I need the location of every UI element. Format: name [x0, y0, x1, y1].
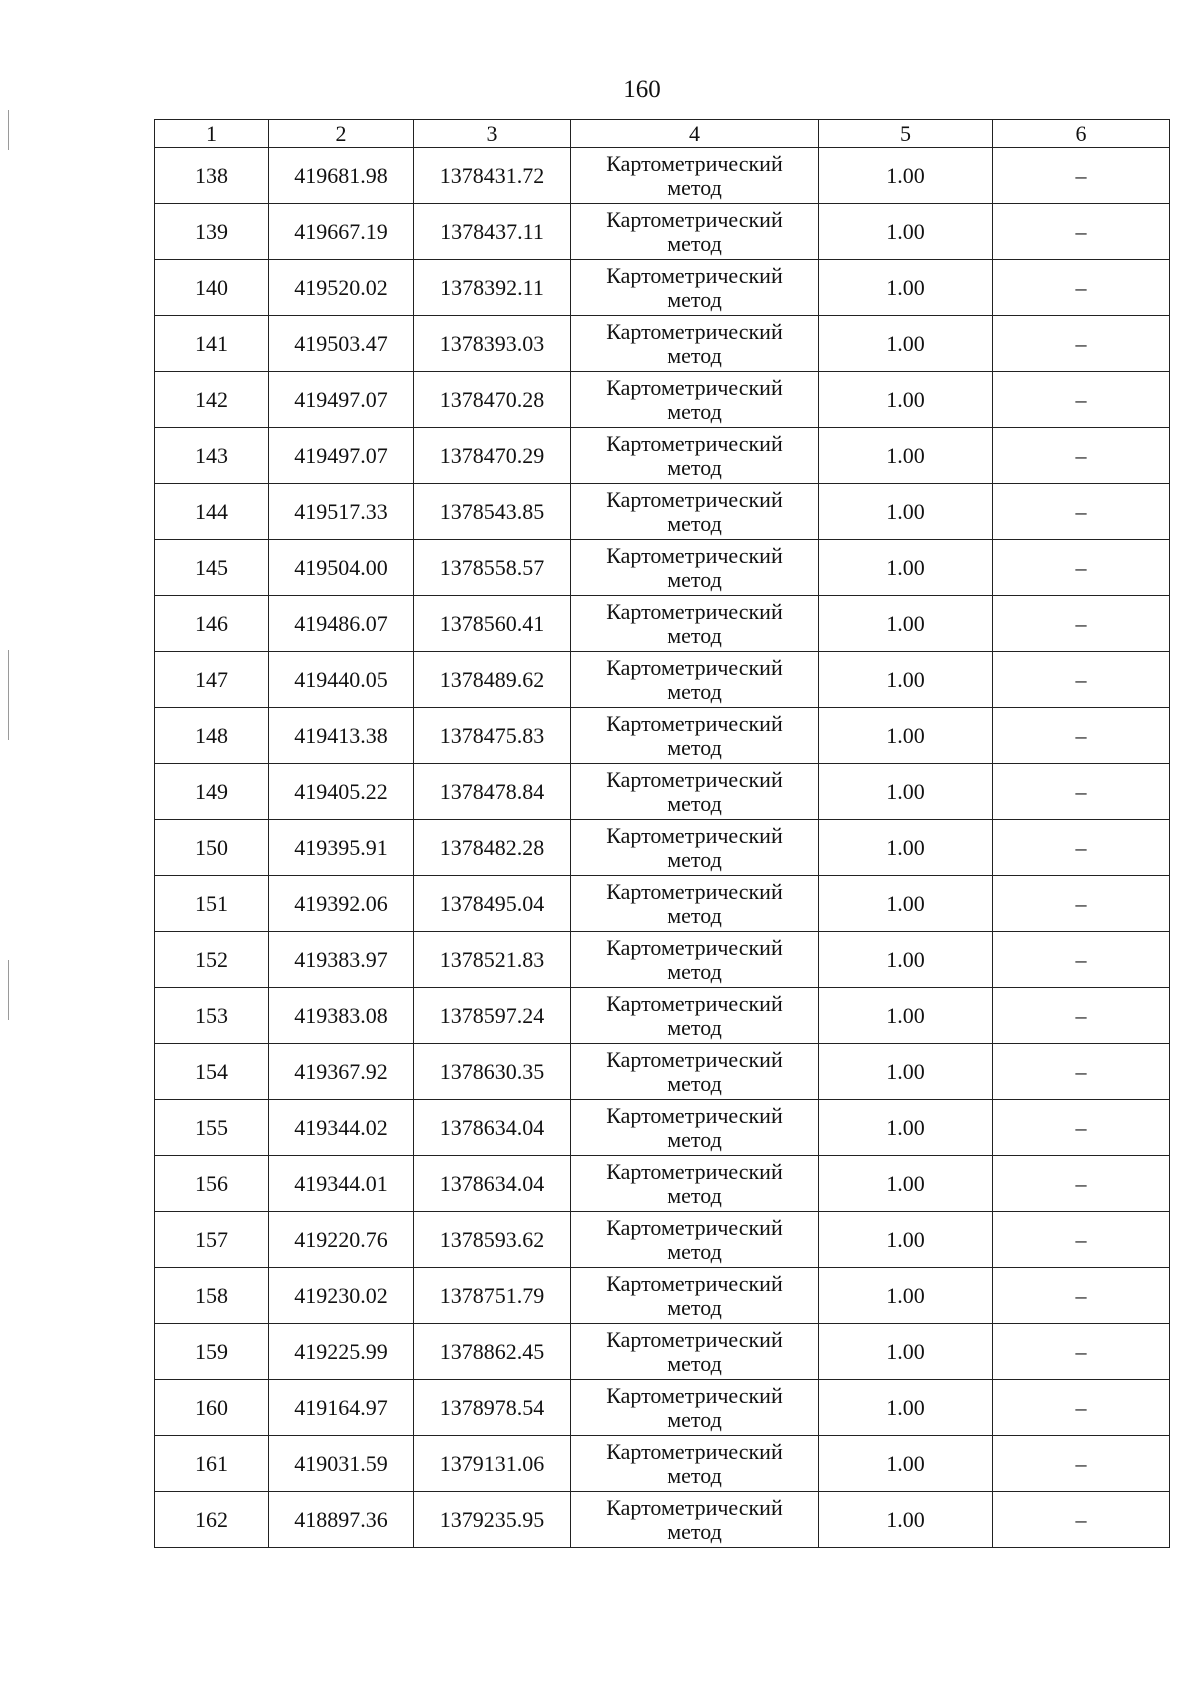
x-coordinate-cell: 419230.02 [269, 1268, 414, 1324]
note-cell: – [993, 932, 1170, 988]
table-row [155, 1492, 1170, 1548]
point-number-cell: 162 [155, 1492, 269, 1548]
x-coordinate-cell: 419405.22 [269, 764, 414, 820]
y-coordinate-cell: 1378393.03 [414, 316, 571, 372]
method-line-1: Картометрический [606, 1382, 783, 1408]
method-cell [571, 372, 819, 428]
method-line-2: метод [667, 846, 722, 872]
table-row [155, 1100, 1170, 1156]
accuracy-cell: 1.00 [819, 1268, 993, 1324]
x-coordinate-cell: 419031.59 [269, 1436, 414, 1492]
method-line-1: Картометрический [606, 1102, 783, 1128]
note-cell: – [993, 148, 1170, 204]
accuracy-cell: 1.00 [819, 540, 993, 596]
method-cell [571, 1268, 819, 1324]
x-coordinate-cell: 419383.08 [269, 988, 414, 1044]
accuracy-cell: 1.00 [819, 1492, 993, 1548]
point-number-cell: 159 [155, 1324, 269, 1380]
note-cell: – [993, 1044, 1170, 1100]
column-header-6: 6 [993, 120, 1170, 148]
y-coordinate-cell: 1378558.57 [414, 540, 571, 596]
point-number-cell: 158 [155, 1268, 269, 1324]
table-body [155, 148, 1170, 1548]
y-coordinate-cell: 1378489.62 [414, 652, 571, 708]
method-line-2: метод [667, 174, 722, 200]
x-coordinate-cell: 419486.07 [269, 596, 414, 652]
table-row [155, 876, 1170, 932]
y-coordinate-cell: 1378560.41 [414, 596, 571, 652]
x-coordinate-cell: 419395.91 [269, 820, 414, 876]
column-header-2: 2 [269, 120, 414, 148]
method-line-2: метод [667, 678, 722, 704]
note-cell: – [993, 1268, 1170, 1324]
method-line-1: Картометрический [606, 318, 783, 344]
note-cell: – [993, 1100, 1170, 1156]
note-cell: – [993, 1492, 1170, 1548]
method-cell [571, 1156, 819, 1212]
method-cell [571, 260, 819, 316]
method-cell [571, 1044, 819, 1100]
note-cell: – [993, 428, 1170, 484]
point-number-cell: 161 [155, 1436, 269, 1492]
method-line-2: метод [667, 398, 722, 424]
method-line-2: метод [667, 286, 722, 312]
accuracy-cell: 1.00 [819, 1156, 993, 1212]
accuracy-cell: 1.00 [819, 428, 993, 484]
method-cell [571, 204, 819, 260]
x-coordinate-cell: 419383.97 [269, 932, 414, 988]
accuracy-cell: 1.00 [819, 596, 993, 652]
point-number-cell: 149 [155, 764, 269, 820]
point-number-cell: 157 [155, 1212, 269, 1268]
method-line-2: метод [667, 1238, 722, 1264]
table-row [155, 932, 1170, 988]
accuracy-cell: 1.00 [819, 1436, 993, 1492]
method-cell [571, 764, 819, 820]
point-number-cell: 138 [155, 148, 269, 204]
x-coordinate-cell: 419517.33 [269, 484, 414, 540]
table-row [155, 652, 1170, 708]
note-cell: – [993, 1324, 1170, 1380]
note-cell: – [993, 1212, 1170, 1268]
method-cell [571, 1212, 819, 1268]
method-cell [571, 1324, 819, 1380]
y-coordinate-cell: 1378495.04 [414, 876, 571, 932]
method-line-2: метод [667, 230, 722, 256]
x-coordinate-cell: 419440.05 [269, 652, 414, 708]
method-line-1: Картометрический [606, 822, 783, 848]
method-line-1: Картометрический [606, 262, 783, 288]
point-number-cell: 151 [155, 876, 269, 932]
x-coordinate-cell: 419344.01 [269, 1156, 414, 1212]
method-cell [571, 540, 819, 596]
method-line-1: Картометрический [606, 150, 783, 176]
table-row [155, 1156, 1170, 1212]
method-cell [571, 708, 819, 764]
note-cell: – [993, 708, 1170, 764]
method-line-2: метод [667, 734, 722, 760]
method-line-2: метод [667, 1294, 722, 1320]
point-number-cell: 146 [155, 596, 269, 652]
x-coordinate-cell: 418897.36 [269, 1492, 414, 1548]
y-coordinate-cell: 1378482.28 [414, 820, 571, 876]
table-row [155, 484, 1170, 540]
point-number-cell: 145 [155, 540, 269, 596]
x-coordinate-cell: 419367.92 [269, 1044, 414, 1100]
method-line-2: метод [667, 958, 722, 984]
point-number-cell: 139 [155, 204, 269, 260]
method-line-1: Картометрический [606, 990, 783, 1016]
note-cell: – [993, 540, 1170, 596]
x-coordinate-cell: 419503.47 [269, 316, 414, 372]
table-row [155, 1044, 1170, 1100]
method-line-2: метод [667, 622, 722, 648]
scan-artifact-line [8, 960, 9, 1020]
method-line-1: Картометрический [606, 374, 783, 400]
note-cell: – [993, 260, 1170, 316]
y-coordinate-cell: 1378978.54 [414, 1380, 571, 1436]
accuracy-cell: 1.00 [819, 932, 993, 988]
method-line-1: Картометрический [606, 1270, 783, 1296]
table-row [155, 540, 1170, 596]
accuracy-cell: 1.00 [819, 876, 993, 932]
table-row [155, 1380, 1170, 1436]
method-line-1: Картометрический [606, 542, 783, 568]
method-line-2: метод [667, 454, 722, 480]
accuracy-cell: 1.00 [819, 1380, 993, 1436]
method-line-1: Картометрический [606, 1494, 783, 1520]
accuracy-cell: 1.00 [819, 372, 993, 428]
method-line-2: метод [667, 510, 722, 536]
y-coordinate-cell: 1378437.11 [414, 204, 571, 260]
method-line-2: метод [667, 902, 722, 928]
note-cell: – [993, 1156, 1170, 1212]
method-line-1: Картометрический [606, 878, 783, 904]
point-number-cell: 152 [155, 932, 269, 988]
table-row [155, 372, 1170, 428]
note-cell: – [993, 652, 1170, 708]
method-line-2: метод [667, 1126, 722, 1152]
accuracy-cell: 1.00 [819, 988, 993, 1044]
y-coordinate-cell: 1379235.95 [414, 1492, 571, 1548]
method-line-2: метод [667, 1350, 722, 1376]
method-line-1: Картометрический [606, 1214, 783, 1240]
table-row [155, 1268, 1170, 1324]
x-coordinate-cell: 419344.02 [269, 1100, 414, 1156]
method-line-1: Картометрический [606, 934, 783, 960]
table-row [155, 1436, 1170, 1492]
point-number-cell: 148 [155, 708, 269, 764]
y-coordinate-cell: 1378862.45 [414, 1324, 571, 1380]
method-cell [571, 988, 819, 1044]
table-row [155, 708, 1170, 764]
note-cell: – [993, 1436, 1170, 1492]
scan-artifact-line [8, 110, 9, 150]
note-cell: – [993, 876, 1170, 932]
x-coordinate-cell: 419225.99 [269, 1324, 414, 1380]
y-coordinate-cell: 1378470.28 [414, 372, 571, 428]
accuracy-cell: 1.00 [819, 1324, 993, 1380]
point-number-cell: 150 [155, 820, 269, 876]
table-row [155, 988, 1170, 1044]
coordinates-table [154, 119, 1170, 1548]
method-line-2: метод [667, 566, 722, 592]
accuracy-cell: 1.00 [819, 1212, 993, 1268]
method-line-1: Картометрический [606, 430, 783, 456]
method-cell [571, 316, 819, 372]
method-cell [571, 428, 819, 484]
x-coordinate-cell: 419220.76 [269, 1212, 414, 1268]
point-number-cell: 160 [155, 1380, 269, 1436]
accuracy-cell: 1.00 [819, 316, 993, 372]
column-header-5: 5 [819, 120, 993, 148]
method-line-1: Картометрический [606, 486, 783, 512]
y-coordinate-cell: 1378751.79 [414, 1268, 571, 1324]
y-coordinate-cell: 1378634.04 [414, 1100, 571, 1156]
y-coordinate-cell: 1378470.29 [414, 428, 571, 484]
method-cell [571, 1492, 819, 1548]
method-cell [571, 148, 819, 204]
method-line-2: метод [667, 1462, 722, 1488]
method-line-2: метод [667, 1518, 722, 1544]
y-coordinate-cell: 1378431.72 [414, 148, 571, 204]
y-coordinate-cell: 1378630.35 [414, 1044, 571, 1100]
method-line-1: Картометрический [606, 654, 783, 680]
point-number-cell: 155 [155, 1100, 269, 1156]
method-line-2: метод [667, 342, 722, 368]
method-line-2: метод [667, 1070, 722, 1096]
y-coordinate-cell: 1378543.85 [414, 484, 571, 540]
x-coordinate-cell: 419497.07 [269, 372, 414, 428]
table-row [155, 1324, 1170, 1380]
method-line-2: метод [667, 790, 722, 816]
table-row [155, 1212, 1170, 1268]
point-number-cell: 140 [155, 260, 269, 316]
x-coordinate-cell: 419520.02 [269, 260, 414, 316]
note-cell: – [993, 204, 1170, 260]
method-line-1: Картометрический [606, 598, 783, 624]
note-cell: – [993, 820, 1170, 876]
x-coordinate-cell: 419392.06 [269, 876, 414, 932]
point-number-cell: 144 [155, 484, 269, 540]
method-line-2: метод [667, 1406, 722, 1432]
method-cell [571, 820, 819, 876]
table-header-row [155, 120, 1170, 148]
x-coordinate-cell: 419164.97 [269, 1380, 414, 1436]
point-number-cell: 154 [155, 1044, 269, 1100]
note-cell: – [993, 484, 1170, 540]
point-number-cell: 147 [155, 652, 269, 708]
method-cell [571, 876, 819, 932]
note-cell: – [993, 764, 1170, 820]
method-cell [571, 1380, 819, 1436]
point-number-cell: 156 [155, 1156, 269, 1212]
note-cell: – [993, 372, 1170, 428]
accuracy-cell: 1.00 [819, 1100, 993, 1156]
table-row [155, 316, 1170, 372]
method-cell [571, 596, 819, 652]
y-coordinate-cell: 1379131.06 [414, 1436, 571, 1492]
accuracy-cell: 1.00 [819, 652, 993, 708]
method-line-1: Картометрический [606, 710, 783, 736]
table-row [155, 764, 1170, 820]
point-number-cell: 153 [155, 988, 269, 1044]
y-coordinate-cell: 1378634.04 [414, 1156, 571, 1212]
scan-artifact-line [8, 650, 9, 740]
column-header-1: 1 [155, 120, 269, 148]
method-line-1: Картометрический [606, 1158, 783, 1184]
y-coordinate-cell: 1378521.83 [414, 932, 571, 988]
column-header-4: 4 [571, 120, 819, 148]
method-cell [571, 1436, 819, 1492]
page-number: 160 [623, 76, 661, 103]
method-line-1: Картометрический [606, 1046, 783, 1072]
accuracy-cell: 1.00 [819, 148, 993, 204]
method-line-2: метод [667, 1182, 722, 1208]
method-cell [571, 932, 819, 988]
y-coordinate-cell: 1378597.24 [414, 988, 571, 1044]
point-number-cell: 143 [155, 428, 269, 484]
table-row [155, 820, 1170, 876]
note-cell: – [993, 1380, 1170, 1436]
table-row [155, 148, 1170, 204]
note-cell: – [993, 988, 1170, 1044]
y-coordinate-cell: 1378478.84 [414, 764, 571, 820]
y-coordinate-cell: 1378392.11 [414, 260, 571, 316]
accuracy-cell: 1.00 [819, 708, 993, 764]
point-number-cell: 141 [155, 316, 269, 372]
note-cell: – [993, 316, 1170, 372]
x-coordinate-cell: 419504.00 [269, 540, 414, 596]
method-line-1: Картометрический [606, 766, 783, 792]
method-cell [571, 484, 819, 540]
accuracy-cell: 1.00 [819, 484, 993, 540]
table-row [155, 260, 1170, 316]
method-cell [571, 1100, 819, 1156]
accuracy-cell: 1.00 [819, 260, 993, 316]
accuracy-cell: 1.00 [819, 204, 993, 260]
x-coordinate-cell: 419413.38 [269, 708, 414, 764]
method-line-1: Картометрический [606, 206, 783, 232]
table-row [155, 428, 1170, 484]
y-coordinate-cell: 1378593.62 [414, 1212, 571, 1268]
point-number-cell: 142 [155, 372, 269, 428]
accuracy-cell: 1.00 [819, 764, 993, 820]
x-coordinate-cell: 419497.07 [269, 428, 414, 484]
table-row [155, 204, 1170, 260]
method-line-2: метод [667, 1014, 722, 1040]
note-cell: – [993, 596, 1170, 652]
column-header-3: 3 [414, 120, 571, 148]
method-cell [571, 652, 819, 708]
method-line-1: Картометрический [606, 1438, 783, 1464]
x-coordinate-cell: 419681.98 [269, 148, 414, 204]
accuracy-cell: 1.00 [819, 1044, 993, 1100]
accuracy-cell: 1.00 [819, 820, 993, 876]
table-row [155, 596, 1170, 652]
y-coordinate-cell: 1378475.83 [414, 708, 571, 764]
x-coordinate-cell: 419667.19 [269, 204, 414, 260]
method-line-1: Картометрический [606, 1326, 783, 1352]
